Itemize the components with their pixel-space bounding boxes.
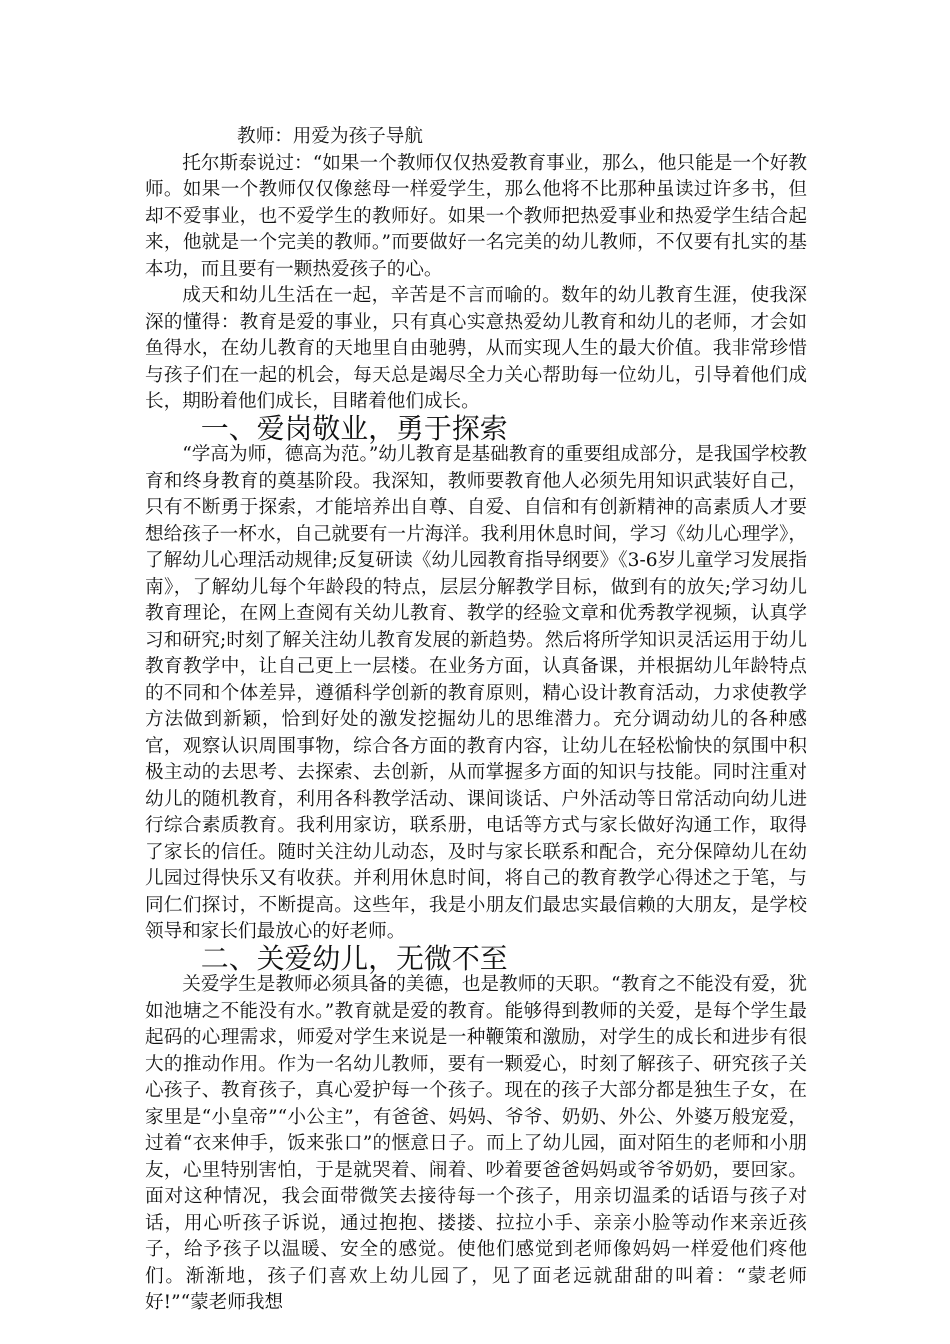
section-1-paragraph: “学高为师，德高为范。”幼儿教育是基础教育的重要组成部分，是我国学校教育和终身教育的奠基阶段。我深知，教师要教育他人必须先用知识武装好自己，只有不断勇于探索，才能培养出自尊、自爱、自信和有创新精神的高素质人才要想给孩子一杯水，自己就要有一片海洋。我利用休息时间，学习《幼儿心理学》，了解幼儿心理活动规律;反复研读《幼儿园教育指导纲要》《3-6岁儿童学习发展指南》，了解幼儿每个年龄段的特点，层层分解教学目标，做到有的放矢;学习幼儿教育理论，在网上查阅有关幼儿教育、教学的经验文章和优秀教学视频，认真学习和研究;时刻了解关注幼儿教育发展的新趋势。然后将所学知识灵活运用于幼儿教育教学中，让自己更上一层楼。在业务方面，认真备课，并根据幼儿年龄特点的不同和个体差异，遵循科学创新的教育原则，精心设计教育活动，力求使教学方法做到新颖，恰到好处的激发挖掘幼儿的思维潜力。充分调动幼儿的各种感官，观察认识周围事物，综合各方面的教育内容，让幼儿在轻松愉快的氛围中积极主动的去思考、去探索、去创新，从而掌握多方面的知识与技能。同时注重对幼儿的随机教育，利用各科教学活动、课间谈话、户外活动等日常活动向幼儿进行综合素质教育。我利用家访，联系册，电话等方式与家长做好沟通工作，取得了家长的信任。随时关注幼儿动态，及时与家长联系和配合，充分保障幼儿在幼儿园过得快乐又有收获。并利用休息时间，将自己的教育教学心得述之于笔，与同仁们探讨，不断提高。这些年，我是小朋友们最忠实最信赖的大朋友，是学校领导和家长们最放心的好老师。 <box>145 444 807 942</box>
document-body <box>145 124 807 1317</box>
intro-paragraph-1: 托尔斯泰说过：“如果一个教师仅仅热爱教育事业，那么，他只能是一个好教师。如果一个教师仅仅像慈母一样爱学生，那么他将不比那种虽读过许多书，但却不爱事业，也不爱学生的教师好。如果一个教师把热爱事业和热爱学生结合起来，他就是一个完美的教师。”而要做好一名完美的幼儿教师，不仅要有扎实的基本功，而且要有一颗热爱孩子的心。 <box>145 152 807 280</box>
section-2-heading: 二、关爱幼儿，无微不至 <box>200 941 508 975</box>
intro-paragraph-2: 成天和幼儿生活在一起，辛苦是不言而喻的。数年的幼儿教育生涯，使我深深的懂得：教育是爱的事业，只有真心实意热爱幼儿教育和幼儿的老师，才会如鱼得水，在幼儿教育的天地里自由驰骋，从而实现人生的最大价值。我非常珍惜与孩子们在一起的机会，每天总是竭尽全力关心帮助每一位幼儿，引导着他们成长，期盼着他们成长，目睹着他们成长。 <box>145 285 807 412</box>
document-title: 教师：用爱为孩子导航 <box>237 126 423 147</box>
section-2-paragraph: 关爱学生是教师必须具备的美德，也是教师的天职。“教育之不能没有爱，犹如池塘之不能没有水。”教育就是爱的教育。能够得到教师的关爱，是每个学生最起码的心理需求，师爱对学生来说是一种鞭策和激励，对学生的成长和进步有很大的推动作用。作为一名幼儿教师，要有一颗爱心，时刻了解孩子、研究孩子关心孩子、教育孩子，真心爱护每一个孩子。现在的孩子大部分都是独生子女，在家里是“小皇帝”“小公主”，有爸爸、妈妈、爷爷、奶奶、外公、外婆万般宠爱，过着“衣来伸手，饭来张口”的惬意日子。而上了幼儿园，面对陌生的老师和小朋友，心里特别害怕，于是就哭着、闹着、吵着要爸爸妈妈或爷爷奶奶，要回家。面对这种情况，我会面带微笑去接待每一个孩子，用亲切温柔的话语与孩子对话，用心听孩子诉说，通过抱抱、搂搂、拉拉小手、亲亲小脸等动作来亲近孩子，给予孩子以温暖、安全的感觉。使他们感觉到老师像妈妈一样爱他们疼他们。渐渐地，孩子们喜欢上幼儿园了，见了面老远就甜甜的叫着：“蒙老师好!”“蒙老师我想 <box>145 974 807 1313</box>
section-1-heading: 一、爱岗敬业，勇于探索 <box>200 411 508 445</box>
